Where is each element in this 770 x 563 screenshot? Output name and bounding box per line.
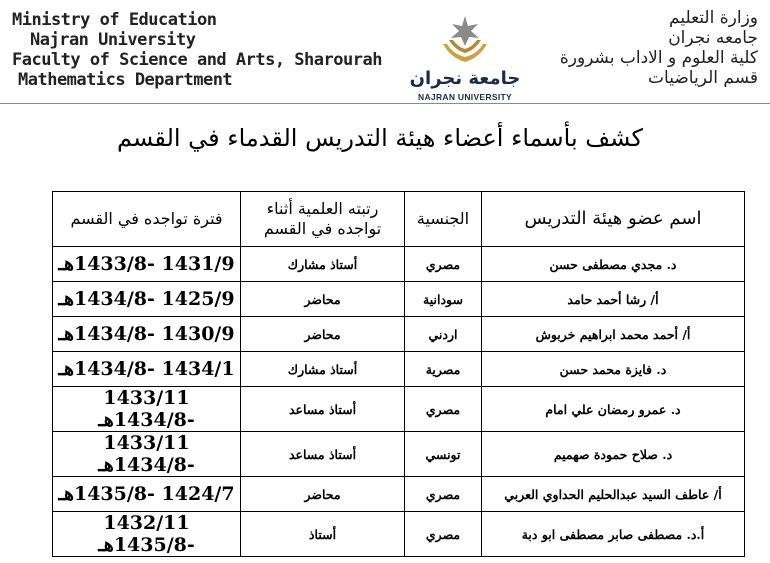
cell-period: 1430/9 -1434/8هـ [53, 317, 241, 352]
cell-rank: محاضر [241, 477, 405, 512]
cell-rank: أستاذ مساعد [241, 387, 405, 432]
cell-period: 1434/1 -1434/8هـ [53, 352, 241, 387]
header-ar-line-ministry: وزارة التعليم [669, 8, 758, 28]
cell-rank: أستاذ مشارك [241, 247, 405, 282]
header-ar-line-university: جامعه نجران [668, 28, 758, 48]
table-row [53, 247, 745, 282]
faculty-table [52, 191, 745, 557]
header-en-line-ministry: Ministry of Education [12, 10, 217, 30]
cell-name: أ/ رشا أحمد حامد [482, 282, 745, 317]
cell-period: 1431/9 -1433/8هـ [53, 247, 241, 282]
table-row [53, 282, 745, 317]
header-arabic [518, 8, 758, 88]
cell-period: 1433/11 -1434/8هـ [53, 387, 241, 432]
header-ar-line-department: قسم الرياضيات [648, 68, 758, 88]
logo-english-text: NAJRAN UNIVERSITY [418, 92, 512, 102]
cell-period: 1433/11 -1434/8هـ [53, 432, 241, 477]
cell-name: أ/ عاطف السيد عبدالحليم الحداوي العربي [482, 477, 745, 512]
header-divider [0, 103, 770, 104]
cell-nationality: مصري [405, 387, 482, 432]
university-logo [405, 14, 525, 104]
cell-period: 1424/7 -1435/8هـ [53, 477, 241, 512]
cell-nationality: مصري [405, 477, 482, 512]
header-period: فترة تواجده في القسم [53, 192, 241, 247]
cell-name: أ/ أحمد محمد ابراهيم خربوش [482, 317, 745, 352]
cell-period: 1432/11 -1435/8هـ [53, 512, 241, 557]
cell-name: د. فايزة محمد حسن [482, 352, 745, 387]
cell-name: د. مجدي مصطفى حسن [482, 247, 745, 282]
table-row [53, 512, 745, 557]
header-rank: رتبته العلمية أثناء تواجده في القسم [241, 192, 405, 247]
logo-arabic-text: جامعة نجران [409, 68, 521, 89]
header-name: اسم عضو هيئة التدريس [482, 192, 745, 247]
star-emblem-icon [405, 14, 525, 70]
cell-period: 1425/9 -1434/8هـ [53, 282, 241, 317]
header-en-line-department: Mathematics Department [18, 70, 233, 90]
header-ar-line-faculty: كلية العلوم و الاداب بشرورة [559, 48, 758, 68]
cell-nationality: مصري [405, 512, 482, 557]
table-header-row [53, 192, 745, 247]
cell-rank: أستاذ مساعد [241, 432, 405, 477]
cell-name: أ.د. مصطفى صابر مصطفى ابو دبة [482, 512, 745, 557]
table-row [53, 432, 745, 477]
header-english [12, 10, 382, 90]
cell-rank: أستاذ [241, 512, 405, 557]
table-row [53, 352, 745, 387]
header-en-line-faculty: Faculty of Science and Arts, Sharourah [12, 50, 382, 70]
cell-nationality: مصرية [405, 352, 482, 387]
cell-name: د. صلاح حمودة صهميم [482, 432, 745, 477]
table-row [53, 477, 745, 512]
cell-rank: أستاذ مشارك [241, 352, 405, 387]
cell-nationality: مصري [405, 247, 482, 282]
cell-nationality: اردني [405, 317, 482, 352]
page-title: كشف بأسماء أعضاء هيئة التدريس القدماء في القسم [117, 124, 643, 152]
cell-rank: محاضر [241, 317, 405, 352]
header-en-line-university: Najran University [30, 30, 196, 50]
cell-rank: محاضر [241, 282, 405, 317]
cell-nationality: تونسي [405, 432, 482, 477]
table-row [53, 387, 745, 432]
header-nationality: الجنسية [405, 192, 482, 247]
cell-nationality: سودانية [405, 282, 482, 317]
cell-name: د. عمرو رمضان علي امام [482, 387, 745, 432]
table-row [53, 317, 745, 352]
